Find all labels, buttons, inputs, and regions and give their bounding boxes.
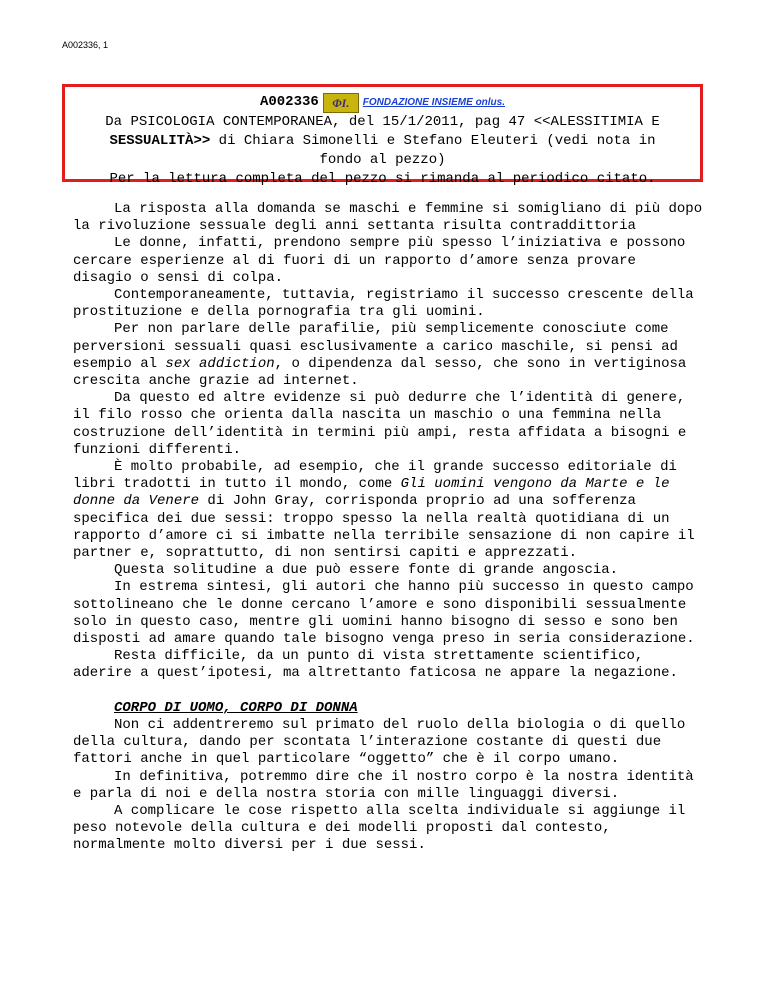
- paragraph: In estrema sintesi, gli autori che hanno più successo in questo campo sottolineano che le donne cercano l’amore e sono disponibili sessualmente solo in questo caso, mentre gli uomini hanno bisogno di sesso e sono ben disposti ad amare quando tale bisogno venga preso in seria considerazione.: [73, 579, 695, 648]
- box-title-line: [65, 93, 700, 113]
- italic-term: sex addiction: [165, 355, 275, 372]
- paragraph-text: Per non parlare delle parafilie, più semplicemente conosciute come perversioni sessuali quasi esclusivamente a carico maschile, si pensi ad esempio al: [73, 321, 678, 372]
- article-title-line: [65, 132, 700, 151]
- paragraph: Le donne, infatti, prendono sempre più spesso l’iniziativa e possono cercare esperienze al di fuori di un rapporto d’amore senza provare disagio o sensi di colpa.: [73, 235, 686, 286]
- paragraph: Contemporaneamente, tuttavia, registriamo il successo crescente della prostituzione e della pornografia tra gli uomini.: [73, 287, 694, 321]
- document-code: A002336: [259, 94, 319, 110]
- paragraph: Non ci addentreremo sul primato del ruolo della biologia o di quello della cultura, dando per scontata l’interazione costante di questi due fattori anche in quel particolare “oggetto” che è il corpo umano.: [73, 716, 686, 768]
- paragraph: In definitiva, potremmo dire che il nostro corpo è la nostra identità e parla di noi e della nostra storia con mille linguaggi diversi.: [73, 768, 694, 802]
- paragraph-text: È molto probabile, ad esempio, che il grande successo editoriale di libri tradotti in tutto il mondo, come: [73, 459, 677, 493]
- paragraph: [73, 459, 703, 562]
- source-info-box: [62, 84, 703, 187]
- article-body: [73, 201, 703, 855]
- book-title: Gli uomini vengono da Marte e le donne da Venere: [73, 476, 670, 510]
- reading-note-line: Per la lettura completa del pezzo si rimanda al periodico citato.: [109, 171, 656, 187]
- authors-text: di Chiara Simonelli e Stefano Eleuteri (vedi nota in: [210, 133, 656, 149]
- section-heading: CORPO DI UOMO, CORPO DI DONNA: [114, 699, 358, 716]
- source-line: Da PSICOLOGIA CONTEMPORANEA, del 15/1/2011, pag 47 <<ALESSITIMIA E: [105, 114, 660, 130]
- paragraph: [73, 321, 703, 390]
- paragraph: Resta difficile, da un punto di vista strettamente scientifico, aderire a quest’ipotesi, ma altrettanto faticosa ne appare la negazione.: [73, 648, 678, 682]
- article-title: SESSUALITÀ>>: [109, 133, 211, 149]
- foundation-logo-icon: ΦI.: [323, 93, 359, 113]
- paragraph-text: di John Gray, corrisponda proprio ad una sofferenza specifica dei due sessi: troppo spesso la nella realtà quotidiana di un rapporto d’amore ci si imbatte nella terribile sensazione di non capire il partner e, soprattutto, di non sentirsi capiti e apprezzati.: [73, 493, 695, 562]
- paragraph-text: , o dipendenza dal sesso, che sono in vertiginosa crescita anche grazie ad internet.: [73, 355, 687, 390]
- paragraph: Questa solitudine a due può essere fonte di grande angoscia.: [114, 562, 619, 579]
- page-header-ref: A002336, 1: [62, 40, 109, 50]
- paragraph: La risposta alla domanda se maschi e femmine si somigliano di più dopo la rivoluzione sessuale degli anni settanta risulta contraddittoria: [73, 201, 703, 235]
- paragraph-gap: [73, 683, 703, 700]
- paragraph: A complicare le cose rispetto alla scelta individuale si aggiunge il peso notevole della cultura e dei modelli proposti dal contesto, normalmente molto diversi per i due sessi.: [73, 802, 686, 854]
- foundation-link[interactable]: FONDAZIONE INSIEME onlus.: [362, 97, 506, 108]
- paragraph: Da questo ed altre evidenze si può dedurre che l’identità di genere, il filo rosso che orienta dalla nascita un maschio o una femmina nella costruzione dell’identità in termini più ampi, resta affidata a bisogni e funzioni differenti.: [73, 390, 687, 458]
- note-line: fondo al pezzo): [319, 152, 446, 168]
